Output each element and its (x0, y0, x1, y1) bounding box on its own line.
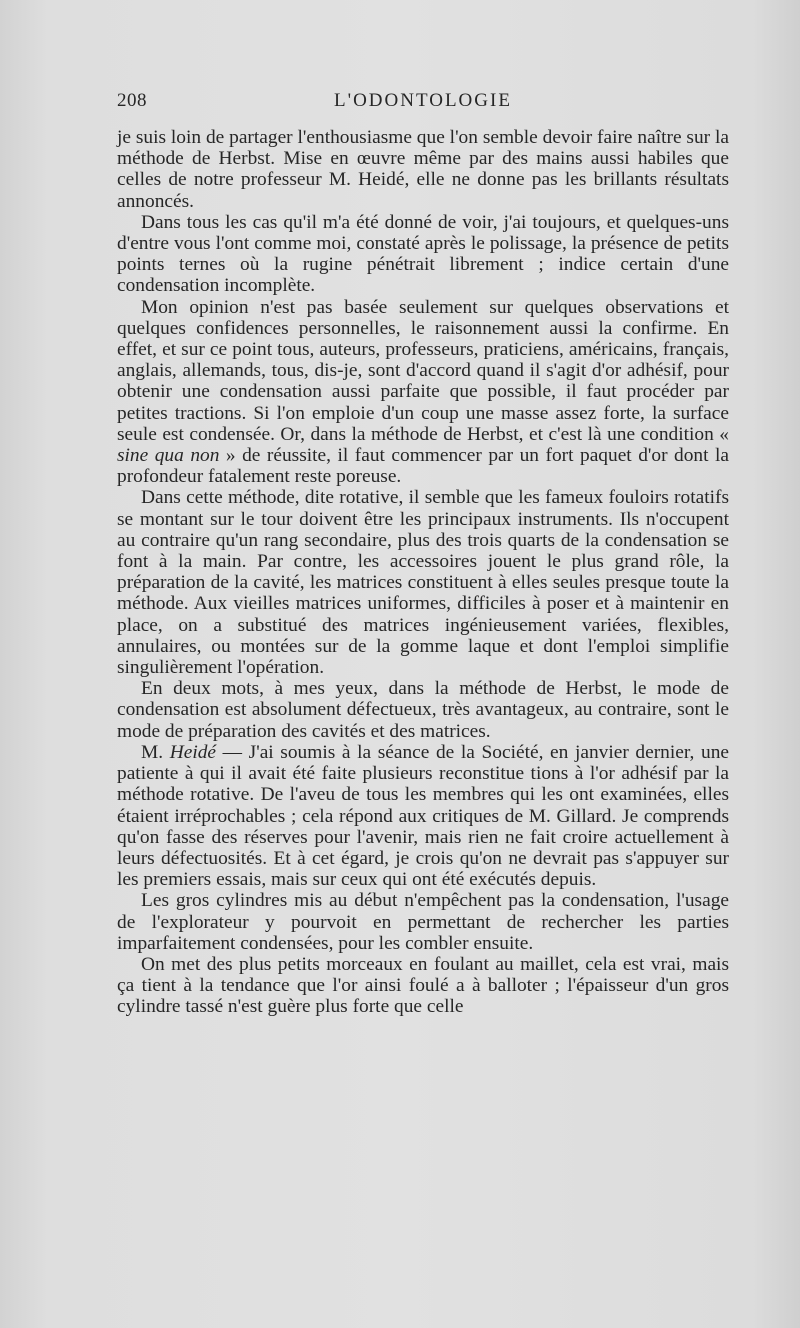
paragraph-text: — J'ai soumis à la séance de la Société, en janvier dernier, une patiente à qui il avait été faite plusieurs reconstitue tions à l'or adhésif par la méthode rotative. De l'aveu de tous les membres qui les ont examinées, elles étaient irréprochables ; cela répond aux critiques de M. Gillard. Je comprends qu'on fasse des réserves pour l'avenir, mais rien ne fait croire actuellement à leurs défectuosités. Et à cet égard, je crois qu'on ne devrait pas s'appuyer sur les premiers essais, mais sur ceux qui ont été exécutés depuis. (117, 741, 730, 891)
paragraph (117, 297, 729, 488)
running-title: L'ODONTOLOGIE (334, 90, 512, 111)
paragraph-text: » de réussite, il faut commencer par un fort paquet d'or dont la profondeur fatalement reste poreuse. (117, 445, 729, 488)
paragraph-text: Mon opinion n'est pas basée seulement sur quelques observations et quelques confidences personnelles, le raisonnement aussi la confirme. En effet, et sur ce point tous, auteurs, professeurs, praticiens, américains, français, anglais, allemands, tous, dis-je, sont d'accord quand il s'agit d'or adhésif, pour obtenir une condensation aussi parfaite que possible, il faut procéder par petites tractions. Si l'on emploie d'un coup une masse assez forte, la surface seule est condensée. Or, dans la méthode de Herbst, et c'est là une condition « (117, 296, 729, 445)
page-header (117, 90, 729, 114)
speaker-name: Heidé (169, 741, 217, 763)
paragraph: On met des plus petits morceaux en foulant au maillet, cela est vrai, mais ça tient à la tendance que l'or ainsi foulé a à balloter ; l'épaisseur d'un gros cylindre tassé n'est guère plus forte que celle (117, 953, 729, 1018)
paragraph: En deux mots, à mes yeux, dans la méthode de Herbst, le mode de condensation est absolument défectueux, très avantageux, au contraire, sont le mode de préparation des cavités et des matrices. (117, 678, 729, 742)
italic-phrase: sine qua non (117, 445, 220, 467)
page-number: 208 (117, 90, 147, 111)
paragraph: Dans tous les cas qu'il m'a été donné de voir, j'ai toujours, et quelques-uns d'entre vous l'ont comme moi, constaté après le polissage, la présence de petits points ternes où la rugine pénétrait librement ; indice certain d'une condensation incomplète. (117, 211, 729, 297)
paragraph: Dans cette méthode, dite rotative, il semble que les fameux fouloirs rotatifs se montant sur le tour doivent être les principaux instruments. Ils n'occupent au contraire qu'un rang secondaire, plus des trois quarts de la condensation se font à la main. Par contre, les accessoires jouent le plus grand rôle, la préparation de la cavité, les matrices constituent à elles seules presque toute la méthode. Aux vieilles matrices uniformes, difficiles à poser et à maintenir en place, on a substitué des matrices ingénieusement variées, flexibles, annulaires, ou montées sur de la gomme laque et dont l'emploi simplifie singulièrement l'opération. (117, 487, 729, 679)
paragraph-text: M. (141, 741, 170, 763)
paragraph: je suis loin de partager l'enthousiasme que l'on semble devoir faire naître sur la méthode de Herbst. Mise en œuvre même par des mains aussi habiles que celles de notre professeur M. Heidé, elle ne donne pas les brillants résultats annoncés. (117, 127, 729, 212)
paragraph (117, 742, 729, 890)
body-text (117, 127, 729, 1018)
paragraph: Les gros cylindres mis au début n'empêchent pas la condensation, l'usage de l'explorateur y pourvoit en permettant de rechercher les parties imparfaitement condensées, pour les combler ensuite. (117, 890, 729, 954)
